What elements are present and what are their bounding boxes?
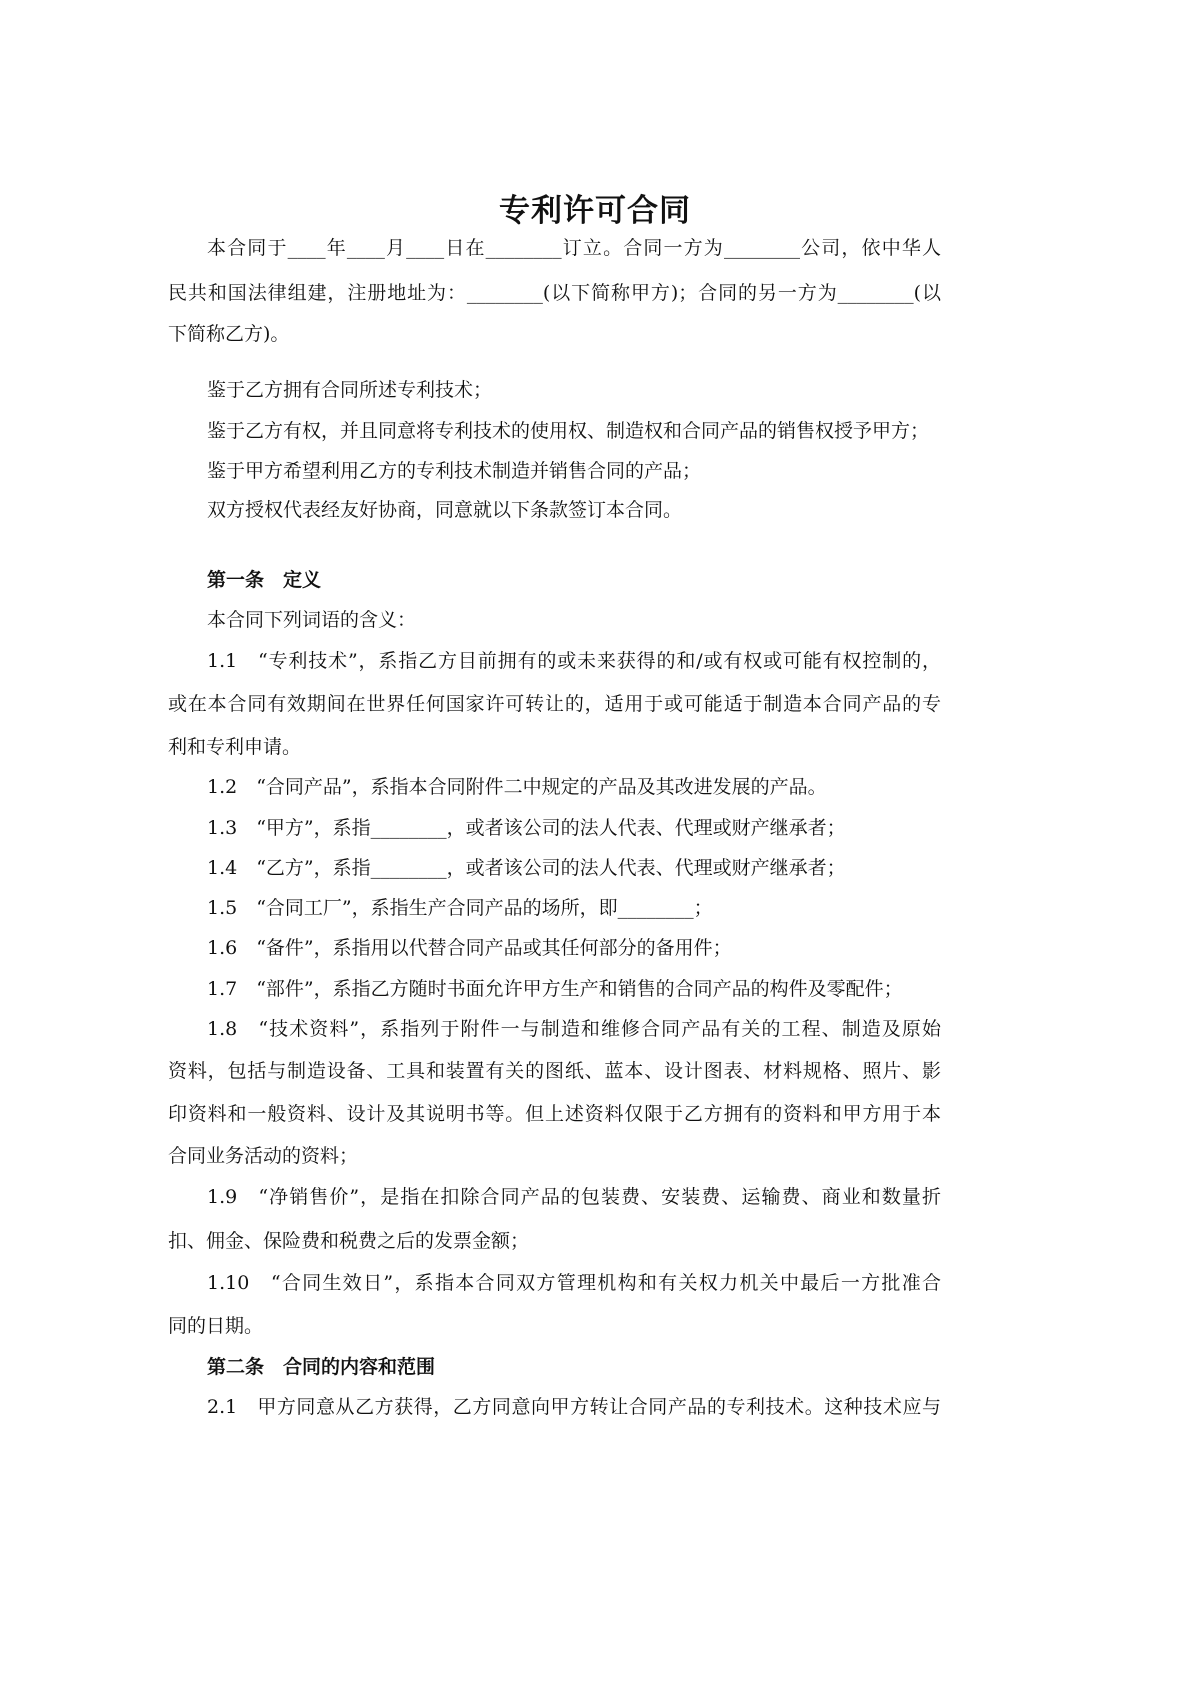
clause-line: 合同业务活动的资料；: [168, 1145, 359, 1167]
clause-line: 1.6 “备件”，系指用以代替合同产品或其任何部分的备用件；: [207, 937, 732, 959]
clause-line: 1.2 “合同产品”，系指本合同附件二中规定的产品及其改进发展的产品。: [207, 776, 827, 798]
intro-line: 民共和国法律组建，注册地址为：________(以下简称甲方)；合同的另一方为________(以: [168, 282, 941, 304]
clause-line: 或在本合同有效期间在世界任何国家许可转让的，适用于或可能适于制造本合同产品的专: [168, 693, 941, 715]
intro-line: 下简称乙方)。: [168, 323, 290, 345]
clause-line: 1.5 “合同工厂”，系指生产合同产品的场所，即________；: [207, 897, 713, 919]
whereas-line: 双方授权代表经友好协商，同意就以下条款签订本合同。: [207, 499, 683, 521]
clause-line: 资料，包括与制造设备、工具和装置有关的图纸、蓝本、设计图表、材料规格、照片、影: [168, 1060, 941, 1082]
clause-line: 1.9 “净销售价”，是指在扣除合同产品的包装费、安装费、运输费、商业和数量折: [207, 1186, 941, 1208]
page-title: 专利许可合同: [499, 193, 691, 229]
clause-line: 1.1 “专利技术”，系指乙方目前拥有的或未来获得的和/或有权或可能有权控制的，: [207, 650, 941, 672]
clause-line: 同的日期。: [168, 1315, 264, 1337]
article-lead: 本合同下列词语的含义：: [207, 609, 417, 631]
article-heading: 第一条 定义: [207, 569, 322, 591]
whereas-line: 鉴于甲方希望利用乙方的专利技术制造并销售合同的产品；: [207, 460, 702, 482]
clause-line: 1.7 “部件”，系指乙方随时书面允许甲方生产和销售的合同产品的构件及零配件；: [207, 978, 903, 1000]
clause-line: 1.3 “甲方”，系指________，或者该公司的法人代表、代理或财产继承者；: [207, 817, 846, 839]
clause-line: 印资料和一般资料、设计及其说明书等。但上述资料仅限于乙方拥有的资料和甲方用于本: [168, 1103, 941, 1125]
clause-line: 1.4 “乙方”，系指________，或者该公司的法人代表、代理或财产继承者；: [207, 857, 846, 879]
whereas-line: 鉴于乙方拥有合同所述专利技术；: [207, 379, 493, 401]
intro-line: 本合同于____年____月____日在________订立。合同一方为________公司，依中华人: [207, 237, 941, 259]
clause-line: 利和专利申请。: [168, 736, 302, 758]
whereas-line: 鉴于乙方有权，并且同意将专利技术的使用权、制造权和合同产品的销售权授予甲方；: [207, 420, 930, 442]
clause-line: 扣、佣金、保险费和税费之后的发票金额；: [168, 1230, 530, 1252]
clause-line: 1.8 “技术资料”，系指列于附件一与制造和维修合同产品有关的工程、制造及原始: [207, 1018, 941, 1040]
clause-line: 1.10 “合同生效日”，系指本合同双方管理机构和有关权力机关中最后一方批准合: [207, 1272, 941, 1294]
clause-line: 2.1 甲方同意从乙方获得，乙方同意向甲方转让合同产品的专利技术。这种技术应与: [207, 1396, 941, 1418]
article-heading: 第二条 合同的内容和范围: [207, 1356, 436, 1378]
